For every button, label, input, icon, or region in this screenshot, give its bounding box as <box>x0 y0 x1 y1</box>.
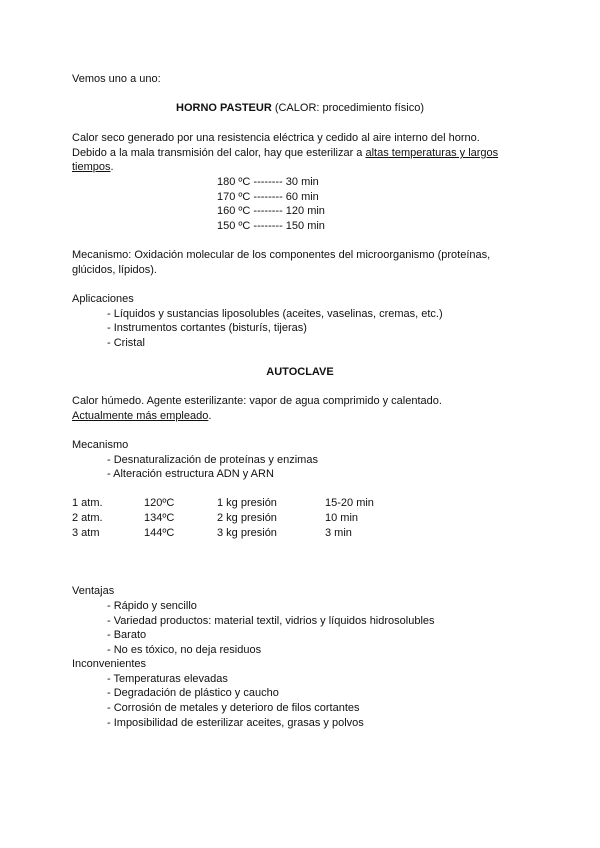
advantages-heading: Ventajas <box>72 585 115 597</box>
pasteur-desc-suffix: . <box>110 161 114 173</box>
application-item: - Líquidos y sustancias liposolubles (aceites, vaselinas, cremas, etc.) <box>107 308 443 320</box>
autoclave-desc-emphasis: Actualmente más empleado <box>72 410 209 422</box>
disadvantage-item: - Corrosión de metales y deterioro de filos cortantes <box>107 702 360 714</box>
advantage-item: - Rápido y sencillo <box>107 600 197 612</box>
pasteur-mechanism-line-1: Mecanismo: Oxidación molecular de los componentes del microorganismo (proteínas, <box>72 249 491 261</box>
table-cell-kg: 3 kg presión <box>217 527 277 539</box>
pasteur-desc-emphasis: altas temperaturas y largos <box>365 147 499 159</box>
intro-text: Vemos uno a uno: <box>72 73 161 85</box>
temp-row-2: 170 ºC -------- 60 min <box>217 191 319 203</box>
table-cell-pressure: 3 atm <box>72 527 100 539</box>
pasteur-desc-line-1: Calor seco generado por una resistencia eléctrica y cedido al aire interno del horno. <box>72 132 480 144</box>
pasteur-heading <box>0 101 600 115</box>
pasteur-title: HORNO PASTEUR <box>176 102 272 114</box>
pasteur-desc-line-2 <box>72 146 498 160</box>
autoclave-desc-line-1: Calor húmedo. Agente esterilizante: vapor de agua comprimido y calentado. <box>72 395 442 407</box>
pasteur-subtitle: (CALOR: procedimiento físico) <box>271 102 424 114</box>
temp-row-4: 150 ºC -------- 150 min <box>217 220 325 232</box>
autoclave-mechanism-heading: Mecanismo <box>72 439 129 451</box>
table-cell-temperature: 134ºC <box>144 512 175 524</box>
pasteur-mechanism-line-2: glúcidos, lípidos). <box>72 264 157 276</box>
temp-row-3: 160 ºC -------- 120 min <box>217 205 325 217</box>
table-cell-temperature: 120ºC <box>144 497 175 509</box>
mechanism-item: - Desnaturalización de proteínas y enzimas <box>107 454 318 466</box>
pasteur-desc-emphasis-end: tiempos <box>72 161 111 173</box>
table-cell-time: 3 min <box>325 527 352 539</box>
table-cell-kg: 1 kg presión <box>217 497 277 509</box>
table-cell-temperature: 144ºC <box>144 527 175 539</box>
application-item: - Instrumentos cortantes (bisturís, tijeras) <box>107 322 307 334</box>
table-cell-kg: 2 kg presión <box>217 512 277 524</box>
application-item: - Cristal <box>107 337 145 349</box>
advantage-item: - Variedad productos: material textil, vidrios y líquidos hidrosolubles <box>107 615 435 627</box>
disadvantage-item: - Degradación de plástico y caucho <box>107 687 279 699</box>
disadvantages-heading: Inconvenientes <box>72 658 146 670</box>
disadvantage-item: - Imposibilidad de esterilizar aceites, grasas y polvos <box>107 717 364 729</box>
advantage-item: - Barato <box>107 629 147 641</box>
table-cell-time: 15-20 min <box>325 497 374 509</box>
temp-row-1: 180 ºC -------- 30 min <box>217 176 319 188</box>
table-cell-pressure: 1 atm. <box>72 497 103 509</box>
pasteur-desc-prefix: Debido a la mala transmisión del calor, hay que esterilizar a <box>72 147 366 159</box>
table-cell-time: 10 min <box>325 512 359 524</box>
mechanism-item: - Alteración estructura ADN y ARN <box>107 468 274 480</box>
disadvantage-item: - Temperaturas elevadas <box>107 673 228 685</box>
pasteur-desc-line-3 <box>72 160 114 174</box>
autoclave-desc-suffix: . <box>208 410 212 422</box>
applications-heading: Aplicaciones <box>72 293 134 305</box>
advantage-item: - No es tóxico, no deja residuos <box>107 644 262 656</box>
autoclave-desc-line-2 <box>72 409 211 423</box>
autoclave-title: AUTOCLAVE <box>266 366 334 378</box>
table-cell-pressure: 2 atm. <box>72 512 103 524</box>
